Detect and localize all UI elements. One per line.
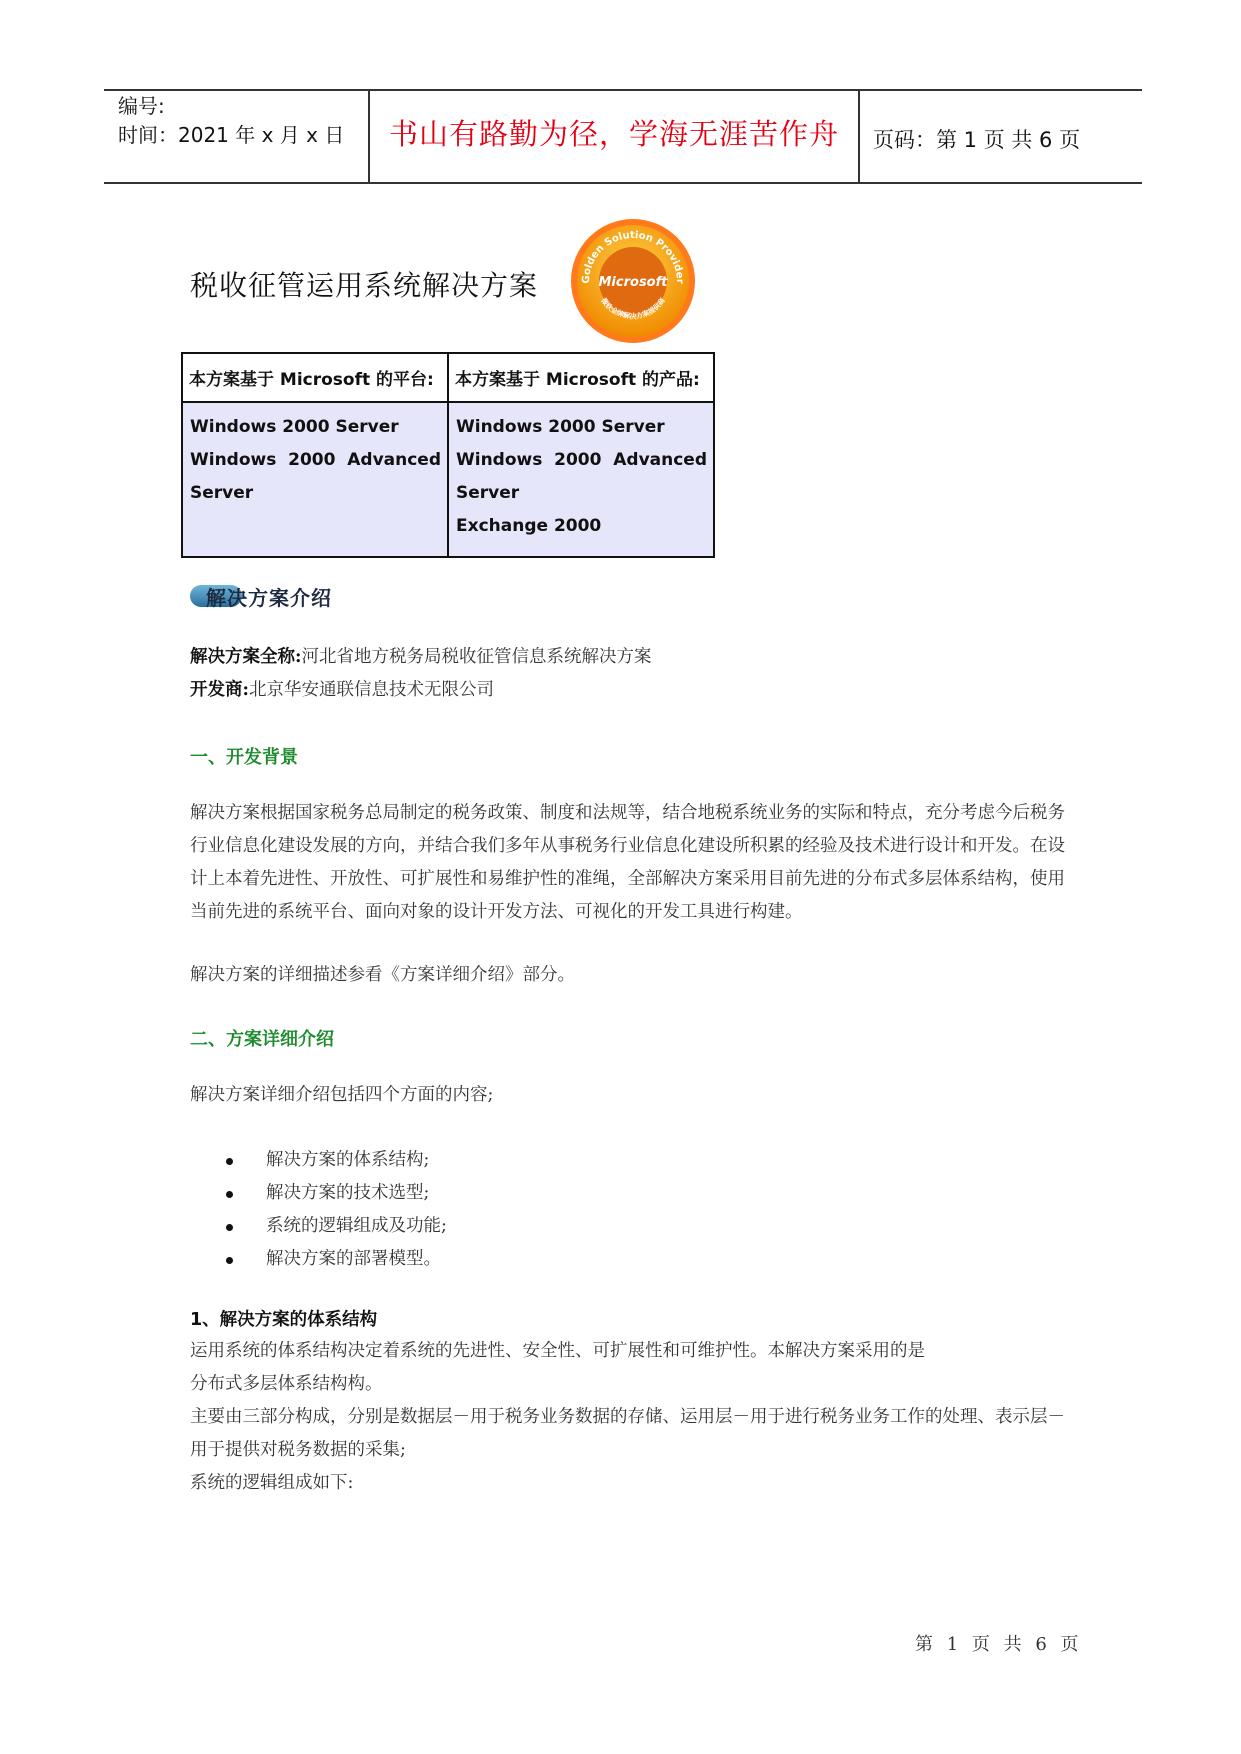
header-bottom-rule	[104, 182, 1142, 184]
document-title: 税收征管运用系统解决方案	[190, 269, 539, 302]
section-tag	[190, 582, 340, 608]
section-heading-details: 二、方案详细介绍	[190, 1029, 334, 1050]
background-paragraph: 解决方案根据国家税务总局制定的税务政策、制度和法规等，结合地税系统业务的实际和特点，充分考虑今后税务行业信息化建设发展的方向，并结合我们多年从事税务行业信息化建设所积累的经验及技术进行设计和开发。在设计上本着先进性、开放性、可扩展性和易维护性的准绳，全部解决方案采用目前先进的分布式多层体系结构，使用当前先进的系统平台、面向对象的设计开发方法、可视化的开发工具进行构建。	[190, 803, 1065, 922]
details-intro: 解决方案详细介绍包括四个方面的内容;	[190, 1085, 494, 1105]
details-list	[220, 1144, 447, 1276]
fullname-label: 解决方案全称:	[190, 647, 302, 667]
header-top-rule	[104, 89, 1142, 91]
product-item: Windows 2000 Advanced	[456, 450, 707, 470]
platform-product-table	[181, 352, 715, 558]
header-page-info: 页码：第 1 页 共 6 页	[873, 128, 1081, 152]
section-heading-background: 一、开发背景	[190, 747, 298, 768]
header-divider-right	[858, 90, 860, 184]
list-item: 解决方案的部署模型。	[220, 1243, 447, 1276]
header-divider-left	[368, 90, 370, 184]
logo-bottom-text: 微软金牌解决方案提供商	[599, 296, 667, 321]
bullet-icon	[226, 1257, 233, 1264]
product-item: Windows 2000 Server	[456, 417, 665, 437]
developer-label: 开发商:	[190, 680, 249, 700]
platform-item: Server	[190, 483, 254, 503]
developer-value: 北京华安通联信息技术无限公司	[248, 680, 494, 700]
fullname-value: 河北省地方税务局税收征管信息系统解决方案	[301, 647, 652, 667]
platform-item: Windows 2000 Server	[190, 417, 399, 437]
bullet-icon	[226, 1224, 233, 1231]
logo-arc-text: Golden Solution Provider	[580, 229, 686, 284]
product-cell	[448, 402, 714, 557]
platform-cell	[182, 402, 448, 557]
architecture-line-2: 分布式多层体系结构构。	[190, 1374, 383, 1394]
microsoft-golden-solution-provider-badge-icon	[567, 216, 699, 346]
page-footer: 第 1 页 共 6 页	[915, 1634, 1083, 1655]
architecture-line-1: 运用系统的体系结构决定着系统的先进性、安全性、可扩展性和可维护性。本解决方案采用的是	[190, 1341, 925, 1361]
subsection-heading-architecture: 1、解决方案的体系结构	[190, 1310, 378, 1330]
product-item: Server	[456, 483, 520, 503]
bullet-icon	[226, 1191, 233, 1198]
logo-center-text: Microsoft	[598, 275, 668, 290]
product-item: Exchange 2000	[456, 516, 602, 536]
list-item: 解决方案的技术选型;	[220, 1177, 447, 1210]
developer	[190, 674, 1070, 707]
header-motto: 书山有路勤为径，学海无涯苦作舟	[388, 117, 839, 151]
bullet-icon	[226, 1158, 233, 1165]
list-item: 解决方案的体系结构;	[220, 1144, 447, 1177]
architecture-line-3: 主要由三部分构成，分别是数据层－用于税务业务数据的存储、运用层－用于进行税务业务工作的处理、表示层－用于提供对税务数据的采集;	[190, 1407, 1065, 1460]
document-time: 时间：2021 年 x 月 x 日	[118, 123, 345, 147]
list-item: 系统的逻辑组成及功能;	[220, 1210, 447, 1243]
platform-header: 本方案基于 Microsoft 的平台:	[182, 353, 448, 402]
product-header: 本方案基于 Microsoft 的产品:	[448, 353, 714, 402]
solution-fullname	[190, 641, 1070, 674]
document-number-label: 编号:	[118, 94, 165, 118]
section-tag-label: 解决方案介绍	[206, 586, 332, 610]
platform-item: Windows 2000 Advanced	[190, 450, 441, 470]
detail-reference-paragraph: 解决方案的详细描述参看《方案详细介绍》部分。	[190, 965, 575, 985]
header-meta	[118, 92, 344, 150]
architecture-line-4: 系统的逻辑组成如下:	[190, 1473, 354, 1493]
